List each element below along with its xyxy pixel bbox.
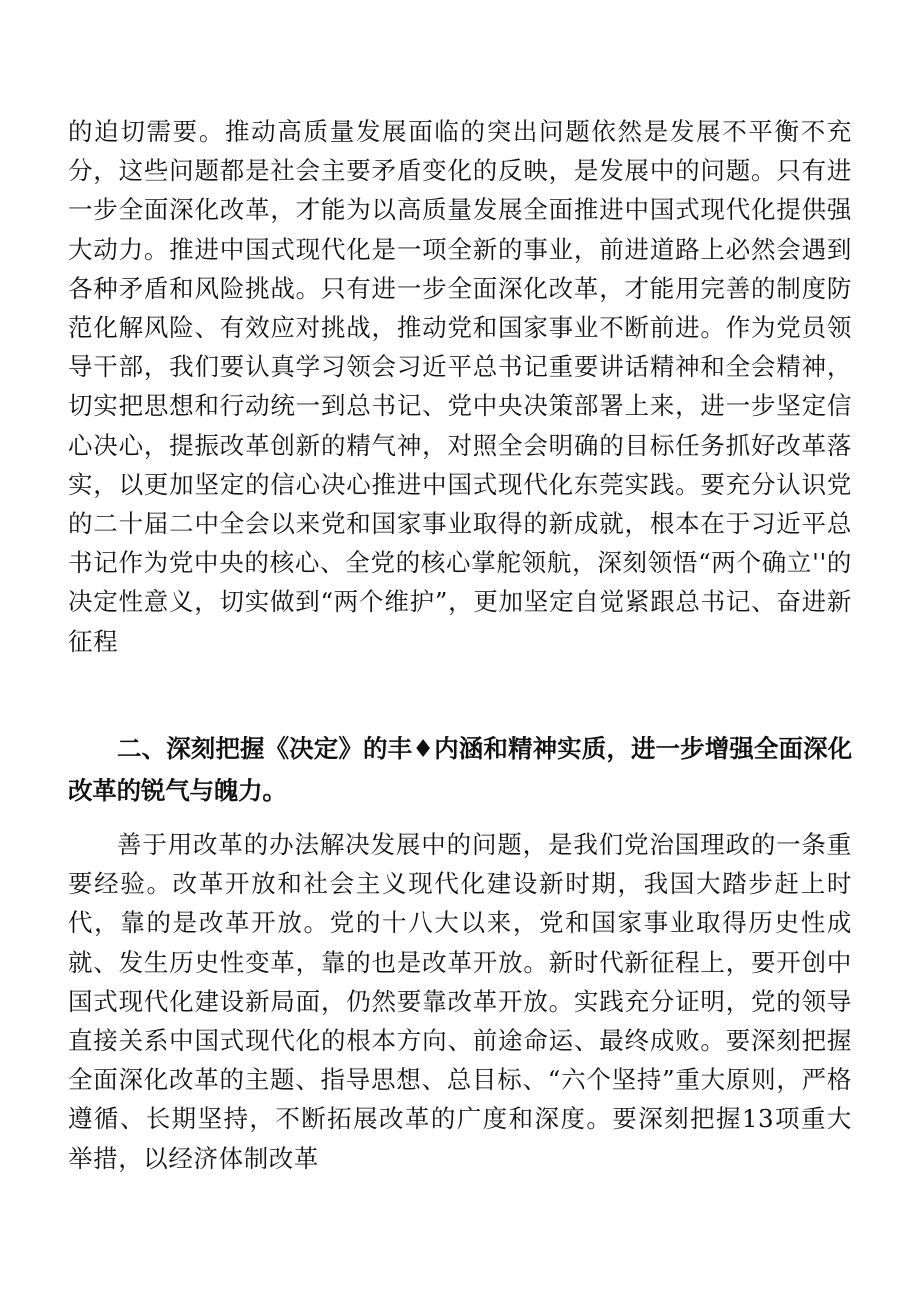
body-paragraph-continued: 的迫切需要。推动高质量发展面临的突出问题依然是发展不平衡不充分，这些问题都是社会主要矛盾变化的反映，是发展中的问题。只有进一步全面深化改革，才能为以高质量发展全面推进中国式现代化提供强大动力。推进中国式现代化是一项全新的事业，前进道路上必然会遇到各种矛盾和风险挑战。只有进一步全面深化改革，才能用完善的制度防范化解风险、有效应对挑战，推动党和国家事业不断前进。作为党员领导干部，我们要认真学习领会习近平总书记重要讲话精神和全会精神，切实把思想和行动统一到总书记、党中央决策部署上来，进一步坚定信心决心，提振改革创新的精气神，对照全会明确的目标任务抓好改革落实，以更加坚定的信心决心推进中国式现代化东莞实践。要充分认识党的二十届二中全会以来党和国家事业取得的新成就，根本在于习近平总书记作为党中央的核心、全党的核心掌舵领航，深刻领悟“两个确立''的决定性意义，切实做到“两个维护”，更加坚定自觉紧跟总书记、奋进新征程 [68, 117, 852, 656]
body-paragraph-section-2: 善于用改革的办法解决发展中的问题，是我们党治国理政的一条重要经验。改革开放和社会主义现代化建设新时期，我国大踏步赶上时代，靠的是改革开放。党的十八大以来，党和国家事业取得历史性成就、发生历史性变革，靠的也是改革开放。新时代新征程上，要开创中国式现代化建设新局面，仍然要靠改革开放。实践充分证明，党的领导直接关系中国式现代化的根本方向、前途命运、最终成败。要深刻把握全面深化改革的主题、指导思想、总目标、“六个坚持”重大原则，严格遵循、长期坚持，不断拓展改革的广度和深度。要深刻把握13项重大举措，以经济体制改革 [68, 830, 852, 1173]
section-heading-2: 二、深刻把握《决定》的丰♦内涵和精神实质，进一步增强全面深化改革的锐气与魄力。 [68, 734, 852, 805]
